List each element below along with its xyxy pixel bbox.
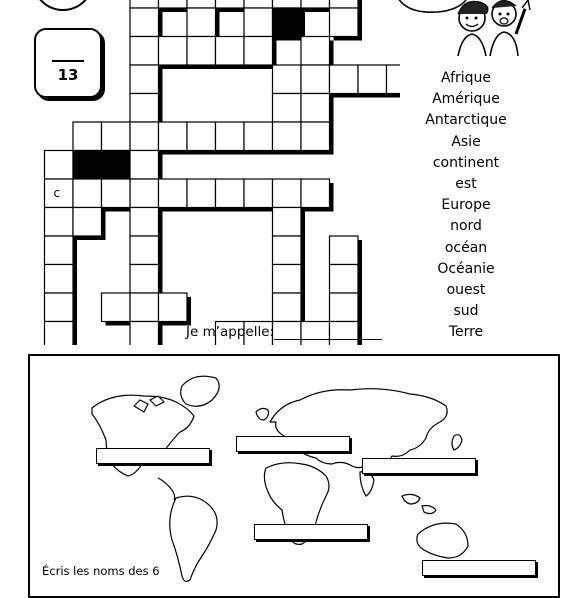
crossword-cell[interactable] (45, 236, 74, 265)
crossword-cell[interactable] (130, 322, 159, 346)
eurasia-shape (270, 389, 447, 468)
crossword-cell[interactable] (130, 179, 159, 208)
crossword-cell[interactable] (73, 208, 102, 237)
crossword-cell[interactable] (159, 293, 188, 322)
crossword-cell[interactable] (130, 151, 159, 180)
crossword-cell[interactable] (45, 293, 74, 322)
map-instruction: Écris les noms des 6 (42, 564, 160, 578)
word-bank-item: Asie (451, 133, 481, 150)
crossword-cell[interactable] (159, 0, 188, 8)
crossword-cell[interactable] (130, 0, 159, 8)
crossword-cell[interactable] (358, 65, 387, 94)
word-bank-item: ouest (446, 281, 486, 298)
continent-answer-box[interactable] (236, 436, 350, 452)
crossword-black-cell (73, 151, 102, 180)
south-america-shape (170, 496, 217, 581)
crossword-cell[interactable] (273, 265, 302, 294)
crossword-black-cell (102, 151, 131, 180)
word-bank (404, 68, 528, 343)
crossword-cell[interactable] (45, 151, 74, 180)
crossword-cell[interactable] (216, 179, 245, 208)
crossword-cell[interactable] (244, 179, 273, 208)
crossword-cell[interactable] (301, 37, 330, 66)
word-bank-item: est (455, 175, 477, 192)
crossword-cell[interactable] (330, 236, 359, 265)
crossword-grid (0, 0, 400, 345)
crossword-cell[interactable] (244, 37, 273, 66)
crossword-cell[interactable] (301, 179, 330, 208)
crossword-cell[interactable] (330, 0, 359, 8)
crossword-cell[interactable] (301, 122, 330, 151)
india-shape (360, 472, 374, 496)
word-bank-item: Amérique (432, 91, 500, 108)
crossword-cell[interactable] (330, 293, 359, 322)
crossword-cell[interactable] (273, 65, 302, 94)
crossword-cell[interactable] (130, 265, 159, 294)
crossword-cell[interactable] (130, 65, 159, 94)
word-bank-item: Antarctique (425, 112, 507, 129)
crossword-cell[interactable] (187, 8, 216, 37)
word-bank-item: Afrique (440, 70, 492, 86)
crossword-cell[interactable] (45, 322, 74, 346)
crossword-cell[interactable] (130, 8, 159, 37)
word-bank-item: continent (432, 154, 500, 171)
word-bank-item: Terre (448, 324, 484, 341)
word-bank-item: sud (453, 303, 479, 320)
word-bank-item: Europe (441, 197, 491, 214)
crossword-cell[interactable] (273, 236, 302, 265)
crossword-cell[interactable] (73, 179, 102, 208)
crossword-cell[interactable] (130, 236, 159, 265)
british-isles-shape (256, 408, 269, 420)
crossword-cell[interactable] (187, 37, 216, 66)
name-input-line[interactable] (274, 339, 382, 340)
world-map-box (28, 354, 560, 598)
crossword-cell[interactable] (102, 179, 131, 208)
crossword-cell[interactable] (130, 293, 159, 322)
crossword-cell[interactable] (273, 179, 302, 208)
crossword-cell[interactable] (330, 65, 359, 94)
continent-answer-box[interactable] (422, 560, 536, 576)
crossword-cell[interactable] (159, 122, 188, 151)
crossword-cell[interactable] (187, 0, 216, 8)
score-total: 13 (57, 66, 79, 84)
crossword-cell[interactable] (73, 122, 102, 151)
continent-answer-box[interactable] (96, 448, 210, 464)
crossword-cell[interactable] (273, 208, 302, 237)
crossword-letter: c (53, 186, 61, 200)
kids-illustration (396, 0, 556, 56)
crossword-cell[interactable] (45, 208, 74, 237)
crossword-cell[interactable] (301, 0, 330, 8)
continent-answer-box[interactable] (254, 524, 368, 540)
crossword-cell[interactable] (187, 122, 216, 151)
crossword-cell[interactable] (130, 208, 159, 237)
name-label: Je m’appelle: (186, 324, 275, 340)
crossword-cell[interactable] (330, 322, 359, 346)
crossword-cell[interactable] (102, 293, 131, 322)
crossword-cell[interactable] (330, 265, 359, 294)
japan-shape (452, 435, 462, 450)
crossword-cell[interactable] (244, 8, 273, 37)
crossword-cell[interactable] (301, 94, 330, 123)
crossword-cell[interactable] (216, 122, 245, 151)
indonesia-shape (402, 494, 436, 513)
crossword-cell[interactable] (273, 293, 302, 322)
continent-answer-box[interactable] (362, 458, 476, 474)
crossword-cell[interactable] (273, 322, 302, 346)
crossword-cell[interactable] (159, 179, 188, 208)
crossword-cell[interactable] (273, 0, 302, 8)
crossword-black-cell (273, 8, 302, 37)
crossword-cell[interactable] (387, 65, 401, 94)
crossword-cell[interactable] (273, 94, 302, 123)
crossword-cell[interactable] (130, 94, 159, 123)
word-bank-item: nord (450, 218, 482, 235)
crossword-cell[interactable] (273, 122, 302, 151)
crossword-cell[interactable] (187, 179, 216, 208)
word-bank-item: océan (444, 239, 488, 256)
central-america-shape (158, 478, 175, 500)
crossword-cell[interactable] (130, 122, 159, 151)
crossword-cell[interactable] (244, 0, 273, 8)
crossword-cell[interactable] (244, 122, 273, 151)
crossword-cell[interactable] (102, 122, 131, 151)
greenland-shape (181, 376, 220, 406)
word-bank-item: Océanie (437, 260, 495, 277)
crossword-cell[interactable] (159, 37, 188, 66)
crossword-cell[interactable] (130, 37, 159, 66)
crossword-cell[interactable] (301, 65, 330, 94)
crossword-cell[interactable] (330, 8, 359, 37)
crossword-cell[interactable] (301, 322, 330, 346)
australia-shape (417, 523, 468, 558)
crossword-cell[interactable] (216, 37, 245, 66)
crossword-cell[interactable] (45, 265, 74, 294)
crossword-cell[interactable] (216, 0, 245, 8)
